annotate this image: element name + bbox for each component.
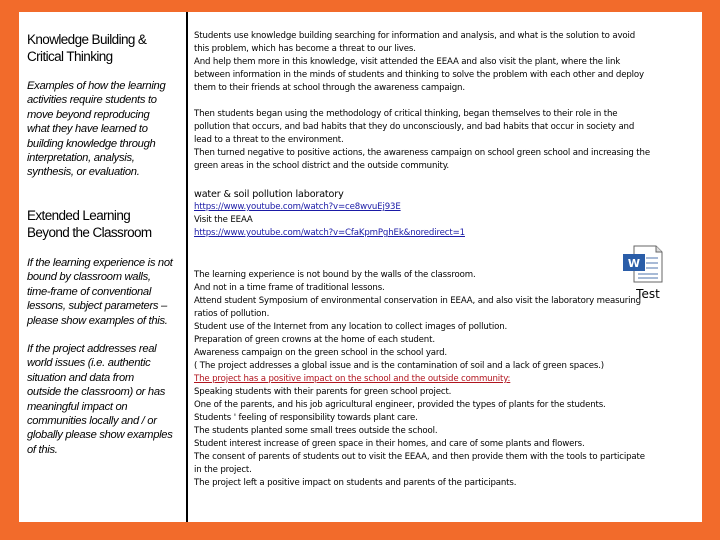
heading-knowledge-building [27,31,182,65]
desc-line: lessons, subject parameters – [27,300,167,313]
svg-text:W: W [627,257,641,270]
heading-line: Extended Learning [27,208,131,223]
desc-line: world issues (i.e. authentic [27,357,151,370]
text-line: ratios of pollution. [194,309,270,319]
text-line: pollution that occurs, and bad habits that they do unconsciously, and bad habits that occur in society and [194,122,635,132]
desc-line: communities locally and / or [27,415,157,428]
desc-line: interpretation, analysis, [27,152,135,165]
text-line: Students ' feeling of responsibility towards plant care. [194,413,418,423]
text-line: The students planted some small trees outside the school. [194,426,438,436]
desc-line: globally please show examples [27,429,173,442]
desc-line: bound by classroom walls, [27,271,151,284]
text-line: them to their friends at school through the awareness campaign. [194,83,465,93]
heading-extended-learning [27,207,182,241]
extended-learning-text [194,269,694,490]
desc-line: what they have learned to [27,123,148,136]
desc-line: If the project addresses real [27,343,157,355]
lab-title: water & soil pollution laboratory [194,189,344,200]
heading-line: Critical Thinking [27,49,113,64]
visit-eeaa-label: Visit the EEAA [194,215,253,225]
attachment-label: Test [636,287,660,301]
desc-line: If the learning experience is not [27,257,173,269]
text-line: in the project. [194,465,252,475]
text-line: green areas in the school district and the outside community. [194,161,450,171]
text-line: Then turned negative to positive actions, the awareness campaign on school green school and increasing the [194,148,650,158]
desc-line: move beyond reproducing [27,108,150,121]
text-line: The project left a positive impact on students and parents of the participants. [194,478,517,488]
column-divider [186,12,188,522]
description-extended-learning [27,256,182,328]
text-line: Awareness campaign on the green school in the school yard. [194,348,447,358]
desc-line: synthesis, or evaluation. [27,166,140,179]
text-line: Preparation of green crowns at the home of each student. [194,335,435,345]
links-section [194,188,694,240]
heading-line: Beyond the Classroom [27,225,152,240]
text-line: ( The project addresses a global issue and is the contamination of soil and a lack of green spaces.) [194,361,605,371]
text-line: Attend student Symposium of environmental conservation in EEAA, and also visit the laboratory measuring [194,296,641,306]
impact-heading: The project has a positive impact on the school and the outside community: [194,374,511,384]
desc-line: meaningful impact on [27,400,128,413]
text-line: One of the parents, and his job agricultural engineer, provided the types of plants for the students. [194,400,606,410]
text-line: between information in the minds of students and thinking to solve the problem with each other and deploy [194,70,644,80]
desc-line: activities require students to [27,94,157,107]
desc-line: Examples of how the learning [27,80,166,92]
description-knowledge-building [27,79,182,180]
knowledge-building-text [194,30,694,173]
desc-line: building knowledge through [27,137,156,150]
text-line: The consent of parents of students out to visit the EEAA, and then provide them with the tools to participate [194,452,645,462]
text-line: Speaking students with their parents for green school project. [194,387,452,397]
text-line: The learning experience is not bound by the walls of the classroom. [194,270,476,280]
text-line: this problem, which has become a threat to our lives. [194,44,416,54]
youtube-link-lab[interactable]: https://www.youtube.com/watch?v=ce8wvuEj93E [194,202,401,212]
desc-line: time-frame of conventional [27,285,152,298]
desc-line: please show examples of this. [27,314,168,327]
text-line: Student use of the Internet from any location to collect images of pollution. [194,322,508,332]
text-line: Student interest increase of green space in their homes, and care of some plants and flowers. [194,439,585,449]
youtube-link-eeaa[interactable]: https://www.youtube.com/watch?v=CfaKpmPghEk&noredirect=1 [194,228,465,238]
text-line: lead to a threat to the environment. [194,135,344,145]
desc-line: situation and data from [27,371,134,384]
text-line: And help them more in this knowledge, visit attended the EEAA and also visit the plant, where the link [194,57,621,67]
desc-line: outside the classroom) or has [27,386,166,399]
description-real-world [27,342,182,457]
text-line: And not in a time frame of traditional lessons. [194,283,385,293]
desc-line: of this. [27,443,58,456]
text-line: Then students began using the methodology of critical thinking, began themselves to their role in the [194,109,618,119]
text-line: Students use knowledge building searching for information and analysis, and what is the solution to avoid [194,31,636,41]
heading-line: Knowledge Building & [27,32,147,47]
